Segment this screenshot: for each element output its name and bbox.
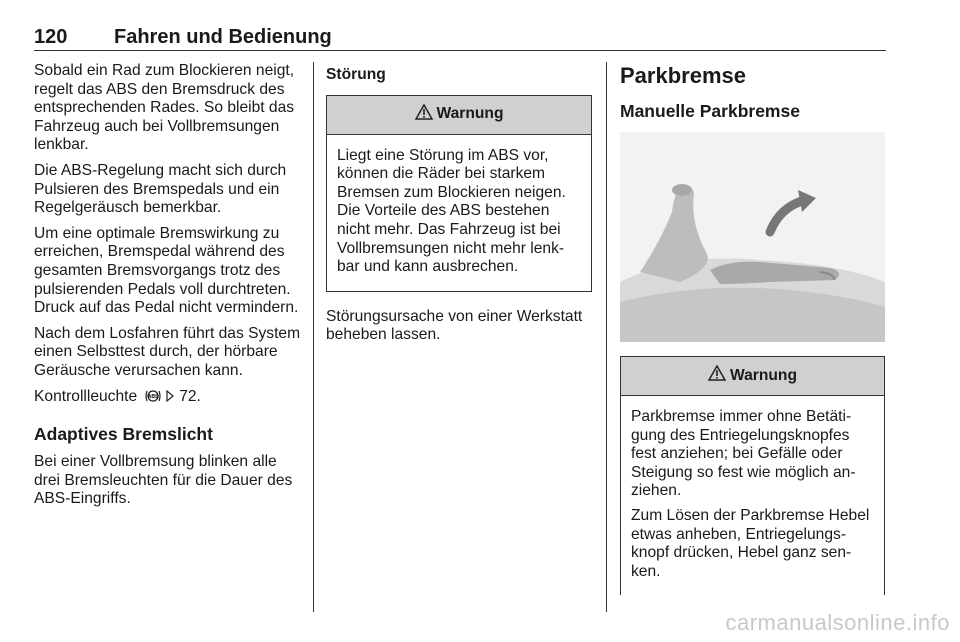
warning-box — [326, 95, 592, 292]
paragraph: Nach dem Losfahren führt das System einen Selbsttest durch, der hörbare Geräusche verursachen kann. — [34, 324, 301, 379]
warning-text: Liegt eine Störung im ABS vor, können die Räder bei starkem Bremsen zum Blockieren neigen. Die Vorteile des ABS bestehen nicht mehr. Das Fahrzeug ist bei Vollbremsungen nicht mehr lenkbar und kann ausbrechen. — [337, 146, 566, 276]
kontroll-label: Kontrollleuchte — [34, 387, 138, 405]
column-divider — [313, 62, 314, 612]
page-reference: 72. — [179, 387, 201, 405]
warning-box — [620, 356, 885, 595]
paragraph: Die ABS-Regelung macht sich durch Pulsieren des Bremspedals und ein Regelgeräusch bemerkbar. — [34, 161, 287, 217]
heading-parkbremse: Parkbremse — [620, 63, 746, 88]
warning-header — [621, 357, 884, 396]
warning-title: Warnung — [436, 105, 504, 123]
paragraph: Um eine optimale Bremswirkung zu erreichen, Bremspedal während des gesamten Bremsvorgangs trotz des pulsierenden Pedals voll durchtreten. Druck auf das Pedal nicht vermindern. — [34, 224, 299, 317]
paragraph: Störungsursache von einer Werkstatt beheben lassen. — [326, 307, 583, 344]
page-number: 120 — [34, 26, 68, 48]
page-reference-icon — [165, 389, 175, 408]
paragraph: Sobald ein Rad zum Blockieren neigt, regelt das ABS den Bremsdruck des entsprechenden Rades. So bleibt das Fahrzeug auch bei Vollbremsungen lenkbar. — [34, 62, 295, 154]
parking-brake-lever-illustration — [620, 132, 885, 342]
kontrollleuchte-reference — [34, 388, 304, 410]
column-divider — [606, 62, 607, 612]
heading-stoerung: Störung — [326, 66, 386, 83]
watermark: carmanualsonline.info — [725, 610, 950, 635]
warning-triangle-icon — [708, 365, 730, 387]
column-middle — [326, 62, 592, 352]
svg-text:ABS: ABS — [147, 393, 158, 400]
warning-body — [621, 396, 884, 595]
abs-warning-icon — [145, 388, 161, 410]
column-left — [34, 62, 304, 516]
paragraph: Bei einer Vollbremsung blinken alle drei Bremsleuchten für die Dauer des ABS-Eingriffs. — [34, 453, 293, 508]
warning-triangle-icon — [415, 104, 437, 126]
warning-text: Zum Lösen der Parkbremse Hebel etwas anheben, Entriegelungsknopf drücken, Hebel ganz senken. — [631, 506, 870, 580]
warning-title: Warnung — [730, 366, 797, 384]
warning-header — [327, 96, 591, 135]
page-header — [34, 20, 886, 51]
warning-body — [327, 135, 591, 291]
column-right — [620, 62, 885, 595]
warning-text: Parkbremse immer ohne Betätigung des Entriegelungsknopfes fest anziehen; bei Gefälle oder Steigung so fest wie möglich anziehen. — [631, 408, 856, 500]
section-title: Fahren und Bedienung — [114, 26, 332, 48]
heading-manuelle-parkbremse: Manuelle Parkbremse — [620, 101, 800, 121]
heading-adaptives-bremslicht: Adaptives Bremslicht — [34, 424, 213, 445]
